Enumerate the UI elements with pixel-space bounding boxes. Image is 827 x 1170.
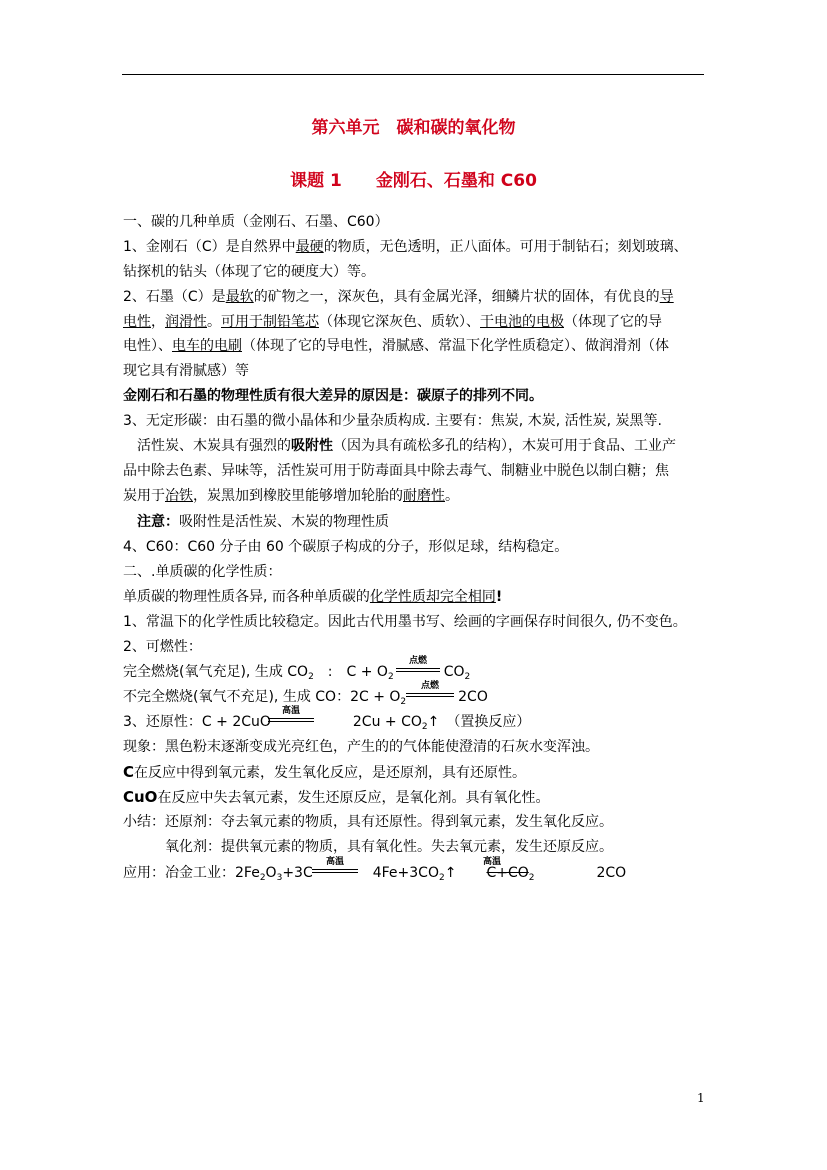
complete-combustion-line: 完全燃烧(氧气充足), 生成 $CO_2$ : $C + O_2$ $CO_2$ xyxy=(123,664,471,682)
carbon-reducer-line: C在反应中得到氧元素，发生氧化反应，是还原剂，具有还原性。 xyxy=(123,763,527,781)
amorphous-line-3: 品中除去色素、异味等，活性炭可用于防毒面具中除去毒气、制糖业中脱色以制白糖；焦 xyxy=(123,463,669,479)
reduction-line: 3、还原性：C + 2CuO $2Cu + CO_2↑$ （置换反应） xyxy=(123,714,531,732)
ignition-condition-1: 点燃 xyxy=(396,658,440,678)
diamond-line-2: 钻探机的钻头（体现了它的硬度大）等。 xyxy=(123,264,375,280)
cuo-oxidizer-line: CuO在反应中失去氧元素，发生还原反应，是氧化剂。具有氧化性。 xyxy=(123,788,550,806)
section-1-heading: 一、碳的几种单质（金刚石、石墨、C60） xyxy=(123,214,389,230)
page-number: 1 xyxy=(697,1091,705,1105)
same-chemistry-line: 单质碳的物理性质各异, 而各种单质碳的化学性质却完全相同! xyxy=(123,589,503,605)
high-temp-condition-2: 高温 xyxy=(312,859,358,879)
graphite-line-4: 现它具有滑腻感）等 xyxy=(123,363,249,379)
summary-line-2: 氧化剂：提供氧元素的物质，具有氧化性。失去氧元素，发生还原反应。 xyxy=(123,839,613,855)
diamond-line-1: 1、金刚石（C）是自然界中最硬的物质，无色透明，正八面体。可用于制钻石；刻划玻璃、 xyxy=(123,239,688,255)
unit-title: 第六单元 碳和碳的氧化物 xyxy=(311,118,516,138)
c60-line: 4、C60：C60 分子由 60 个碳原子构成的分子，形似足球，结构稳定。 xyxy=(123,539,569,555)
ignition-condition-2: 点燃 xyxy=(406,683,454,703)
summary-line-1: 小结：还原剂：夺去氧元素的物质，具有还原性。得到氧元素，发生氧化反应。 xyxy=(123,814,613,830)
lesson-title: 课题 1 金刚石、石墨和 C60 xyxy=(290,171,537,191)
graphite-line-3: 电性）、电车的电刷（体现了它的导电性，滑腻感、常温下化学性质稳定）、做润滑剂（体 xyxy=(123,338,669,354)
graphite-line-1: 2、石墨（C）是最软的矿物之一，深灰色，具有金属光泽，细鳞片状的固体，有优良的导 xyxy=(123,289,674,305)
header-rule xyxy=(122,74,704,75)
section-2-heading: 二、.单质碳的化学性质： xyxy=(123,564,282,580)
difference-statement: 金刚石和石墨的物理性质有很大差异的原因是：碳原子的排列不同。 xyxy=(123,388,543,404)
note-line: 注意：吸附性是活性炭、木炭的物理性质 xyxy=(123,514,389,530)
high-temp-condition-1: 高温 xyxy=(268,708,314,728)
high-temp-condition-3: 高温 xyxy=(482,857,501,867)
graphite-line-2: 电性，润滑性。可用于制铅笔芯（体现它深灰色、质软）、干电池的电极（体现了它的导 xyxy=(123,314,662,330)
combustibility-heading: 2、可燃性： xyxy=(123,639,202,655)
amorphous-line-4: 炭用于冶铁，炭黑加到橡胶里能够增加轮胎的耐磨性。 xyxy=(123,488,459,504)
stability-line: 1、常温下的化学性质比较稳定。因此古代用墨书写、绘画的字画保存时间很久, 仍不变色。 xyxy=(123,614,687,630)
application-line: 应用：冶金工业：$2Fe_2O_3+3C$ $4Fe+3CO_2↑$ $C+CO_2$ 2CO xyxy=(123,865,627,883)
incomplete-combustion-line: 不完全燃烧(氧气不充足), 生成 CO：$2C + O_2$ 2CO xyxy=(123,689,488,707)
amorphous-line-2: 活性炭、木炭具有强烈的吸附性（因为具有疏松多孔的结构），木炭可用于食品、工业产 xyxy=(123,438,676,454)
amorphous-line-1: 3、无定形碳：由石墨的微小晶体和少量杂质构成. 主要有：焦炭, 木炭, 活性炭, 炭黑等. xyxy=(123,413,662,429)
phenomenon-line: 现象：黑色粉末逐渐变成光亮红色，产生的的气体能使澄清的石灰水变浑浊。 xyxy=(123,739,599,755)
